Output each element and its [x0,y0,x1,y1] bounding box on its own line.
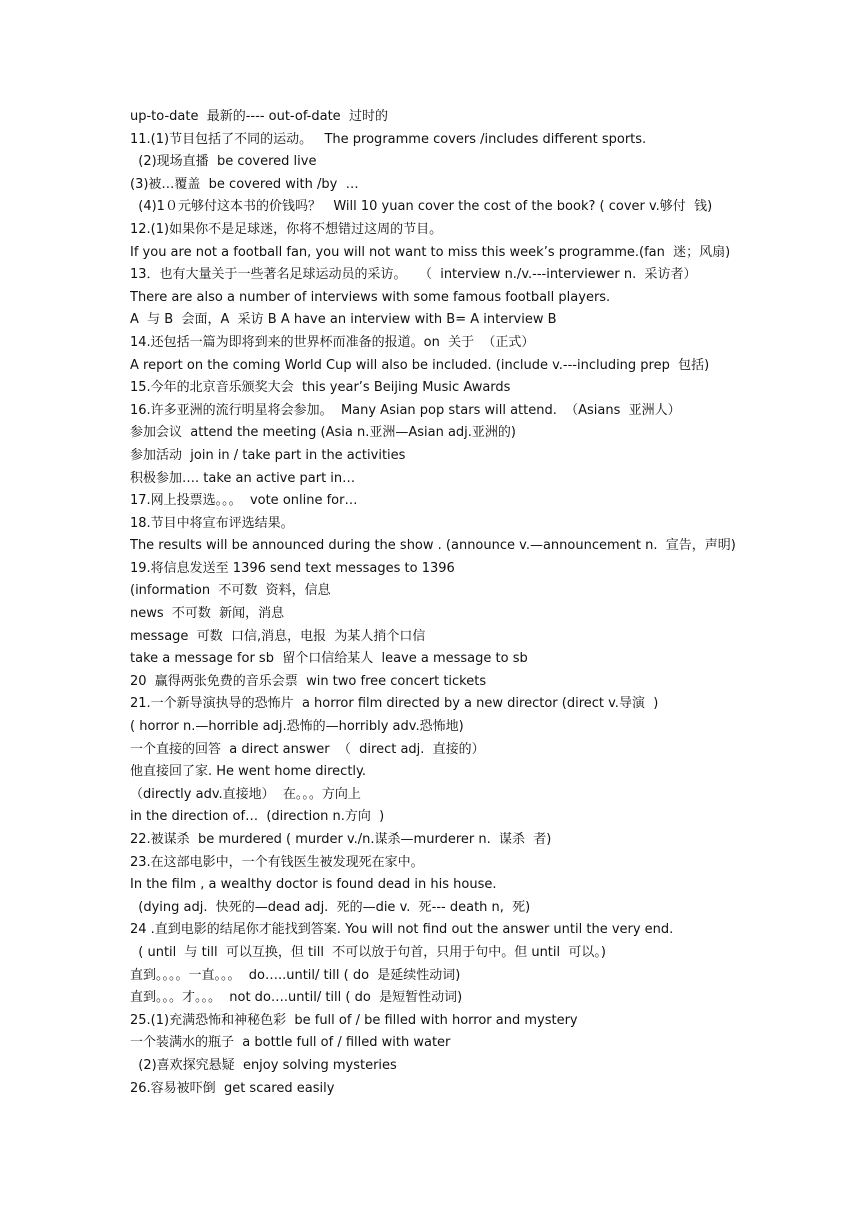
text-line: （directly adv.直接地） 在。。。方向上 [130,786,361,802]
text-line: message 可数 口信,消息，电报 为某人捎个口信 [130,628,426,644]
text-line: 14.还包括一篇为即将到来的世界杯而准备的报道。on 关于 （正式） [130,334,535,350]
text-line: The results will be announced during the show . (announce v.—announcement n. 宣告，声明) [130,538,736,554]
text-line: 参加会议 attend the meeting (Asia n.亚洲—Asian adj.亚洲的) [130,425,516,441]
text-line: (3)被…覆盖 be covered with /by … [130,176,359,192]
text-line: A 与 B 会面，A 采访 B A have an interview with B= A interview B [130,312,557,328]
text-line: (4)1０元够付这本书的价钱吗？ Will 10 yuan cover the cost of the book? ( cover v.够付 钱) [130,199,713,215]
text-line: A report on the coming World Cup will also be included. (include v.---including prep 包括) [130,357,710,373]
text-line: 18.节目中将宣布评选结果。 [130,515,294,531]
text-line: 23.在这部电影中，一个有钱医生被发现死在家中。 [130,854,424,870]
text-line: in the direction of… (direction n.方向 ) [130,809,385,825]
text-line: In the film , a wealthy doctor is found dead in his house. [130,877,497,893]
text-line: 他直接回了家. He went home directly. [130,764,367,780]
text-line: up-to-date 最新的---- out-of-date 过时的 [130,109,388,124]
text-line: 24 .直到电影的结尾你才能找到答案. You will not find out the answer until the very end. [130,922,674,938]
text-line: 22.被谋杀 be murdered ( murder v./n.谋杀—murderer n. 谋杀 者) [130,832,552,847]
text-line: ( until 与 till 可以互换，但 till 不可以放于句首，只用于句中。但 until 可以。) [130,944,606,960]
text-line: 20 赢得两张免费的音乐会票 win two free concert tickets [130,673,487,689]
text-line: 21.一个新导演执导的恐怖片 a horror film directed by a new director (direct v.导演 ) [130,696,659,712]
text-line: If you are not a football fan, you will not want to miss this week’s programme.(fan 迷；风扇) [130,244,731,260]
text-line: 25.(1)充满恐怖和神秘色彩 be full of / be filled with horror and mystery [130,1012,578,1028]
text-line: 26.容易被吓倒 get scared easily [130,1080,335,1096]
text-line: 11.(1)节目包括了不同的运动。 The programme covers /includes different sports. [130,131,647,147]
text-line: take a message for sb 留个口信给某人 leave a message to sb [130,651,528,667]
text-line: (dying adj. 快死的—dead adj. 死的—die v. 死--- death n, 死) [130,899,531,915]
text-line: 19.将信息发送至 1396 send text messages to 1396 [130,560,455,576]
text-line: 16.许多亚洲的流行明星将会参加。 Many Asian pop stars will attend. （Asians 亚洲人） [130,402,681,418]
text-line: 17.网上投票选。。。 vote online for… [130,493,358,509]
text-line: (2)喜欢探究悬疑 enjoy solving mysteries [130,1057,397,1073]
text-line: 15.今年的北京音乐颁奖大会 this year’s Beijing Music Awards [130,380,511,396]
text-line: 12.(1)如果你不是足球迷，你将不想错过这周的节目。 [130,221,443,237]
text-line: 一个直接的回答 a direct answer （ direct adj. 直接的） [130,741,485,757]
text-line: 直到。。。才。。。 not do….until/ till ( do 是短暂性动词) [130,990,463,1006]
text-line: 直到。。。。一直。。。 do…..until/ till ( do 是延续性动词) [130,967,461,983]
text-line: ( horror n.—horrible adj.恐怖的—horribly adv.恐怖地) [130,719,464,735]
text-line: news 不可数 新闻，消息 [130,606,285,622]
text-line: 积极参加…. take an active part in… [130,470,356,486]
text-line: 13．也有大量关于一些著名足球运动员的采访。 （ interview n./v.---interviewer n. 采访者） [130,267,697,283]
notes-text-block [130,106,840,1100]
text-line: There are also a number of interviews with some famous football players. [130,289,611,305]
text-line: (2)现场直播 be covered live [130,154,317,170]
text-line: 参加活动 join in / take part in the activities [130,447,406,463]
text-line: (information 不可数 资料，信息 [130,583,331,599]
text-line: 一个装满水的瓶子 a bottle full of / filled with water [130,1035,451,1051]
